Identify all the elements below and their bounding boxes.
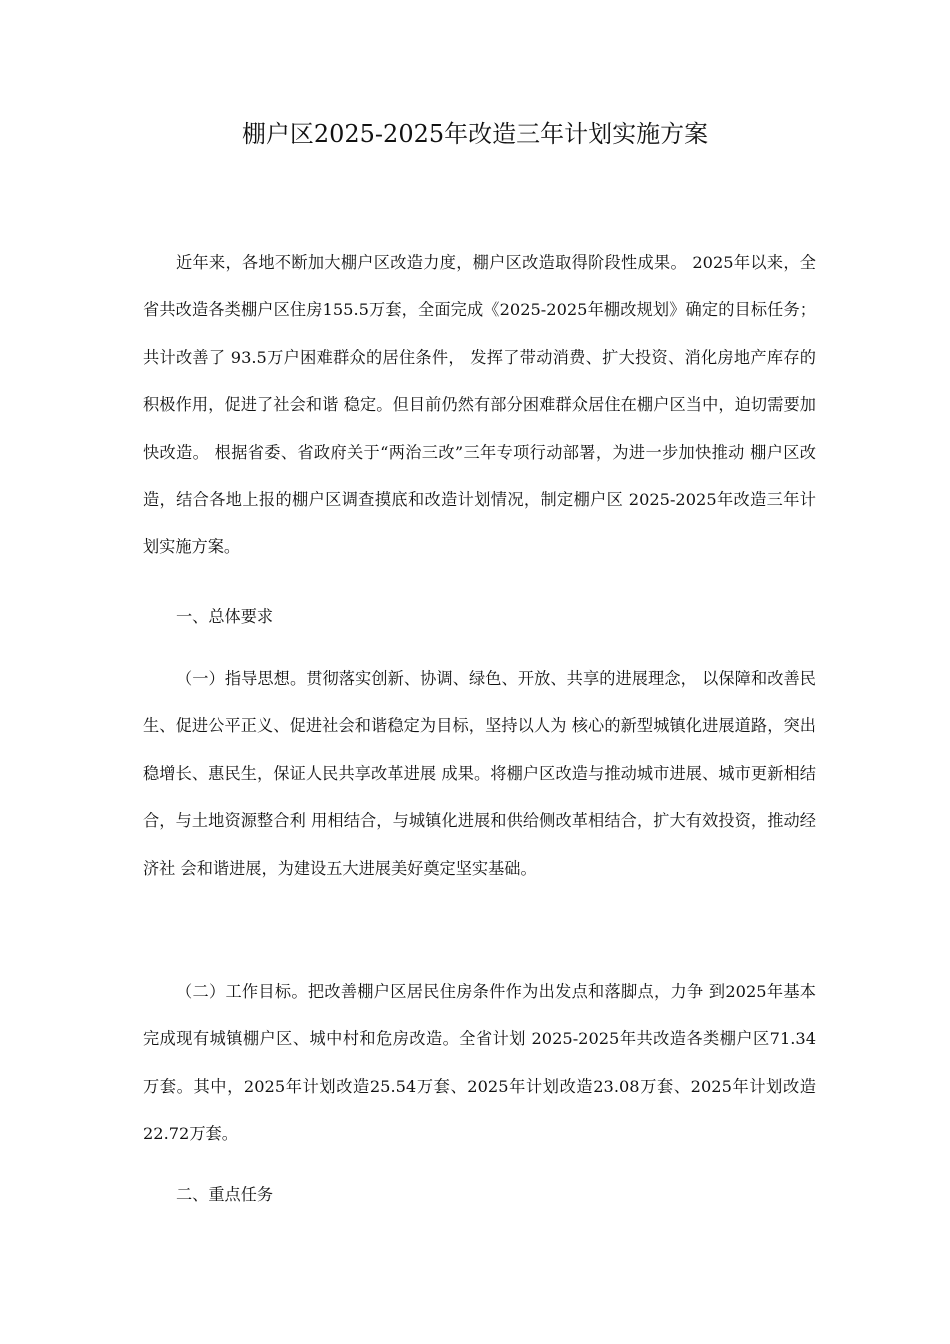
intro-paragraph: 近年来，各地不断加大棚户区改造力度，棚户区改造取得阶段性成果。 2025年以来，全省共改造各类棚户区住房155.5万套，全面完成《2025-2025年棚改规划》确定的目标任务；共计改善了 93.5万户困难群众的居住条件， 发挥了带动消费、扩大投资、消化房地产库存的积极作用，促进了社会和谐 稳定。但目前仍然有部分困难群众居住在棚户区当中，迫切需要加快改造。 根据省委、省政府关于“两治三改”三年专项行动部署，为进一步加快推动 棚户区改造，结合各地上报的棚户区调查摸底和改造计划情况，制定棚户区 2025-2025年改造三年计划实施方案。 [143, 253, 816, 557]
section-heading-key-tasks: 二、重点任务 [176, 1185, 274, 1204]
work-goals-paragraph: （二）工作目标。把改善棚户区居民住房条件作为出发点和落脚点，力争 到2025年基本完成现有城镇棚户区、城中村和危房改造。全省计划 2025-2025年共改造各类棚户区71.34万套。其中，2025年计划改造25.54万套、2025年计划改造23.08万套、2025年计划改造22.72万套。 [143, 982, 816, 1144]
section-heading-general-requirements: 一、总体要求 [176, 607, 274, 626]
guiding-ideology-paragraph: （一）指导思想。贯彻落实创新、协调、绿色、开放、共享的进展理念， 以保障和改善民生、促进公平正义、促进社会和谐稳定为目标，坚持以人为 核心的新型城镇化进展道路，突出稳增长、惠民生，保证人民共享改革进展 成果。将棚户区改造与推动城市进展、城市更新相结合，与土地资源整合利 用相结合，与城镇化进展和供给侧改革相结合，扩大有效投资，推动经济社 会和谐进展，为建设五大进展美好奠定坚实基础。 [143, 669, 816, 878]
document-title: 棚户区2025-2025年改造三年计划实施方案 [241, 120, 709, 148]
